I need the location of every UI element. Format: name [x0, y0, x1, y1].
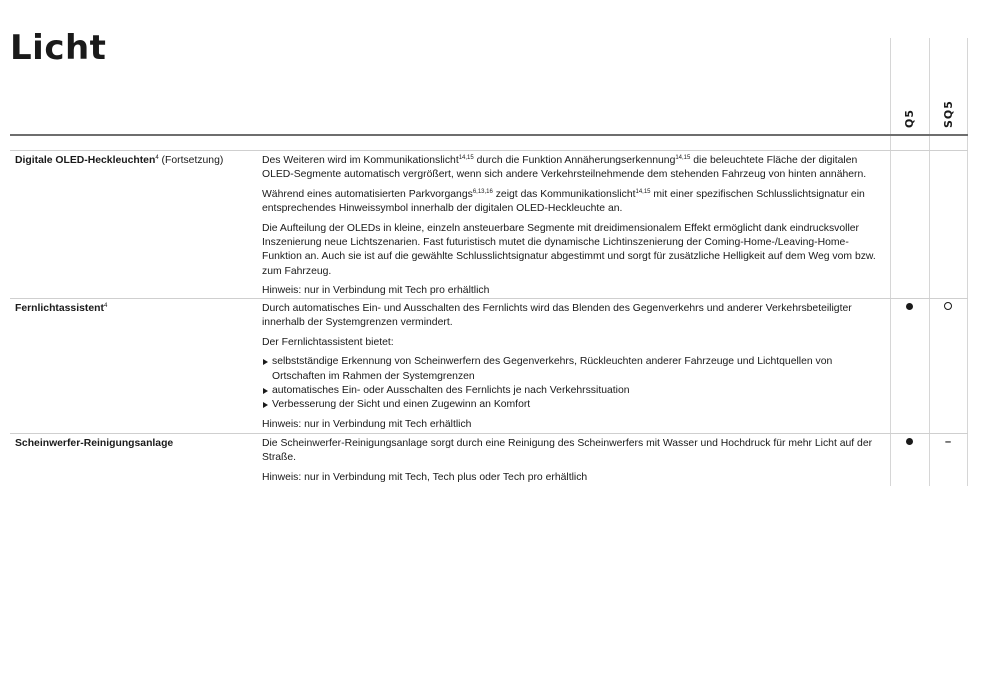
description-paragraph: Während eines automatisierten Parkvorgangs$^{6,13,16}$ zeigt das Kommunikationslicht$^{14,15}$ mit einer spezifischen Schlusslichtsignatur ein entsprechendes Hinweissymbol innerhalb der digitalen OLED-Heckleuchte an.	[262, 188, 865, 215]
feature-cell	[15, 302, 255, 316]
description-cell	[262, 437, 888, 490]
table-row	[10, 434, 968, 487]
list-item: selbstständige Erkennung von Scheinwerfern des Gegenverkehrs, Rückleuchten anderer Fahrzeuge und Lichtquellen von Ortschaften im Rahmen der Systemgrenzen	[262, 355, 888, 384]
table-row	[10, 151, 968, 298]
footnote-ref: 6,13,16	[472, 188, 493, 195]
feature-cell	[15, 437, 255, 451]
description-paragraph: Die Scheinwerfer-Reinigungsanlage sorgt durch eine Reinigung des Scheinwerfers mit Wasser und Hochdruck für mehr Licht auf der Straße.	[262, 438, 873, 464]
availability-note: Hinweis: nur in Verbindung mit Tech erhältlich	[262, 418, 472, 430]
description-paragraph: Der Fernlichtassistent bietet:	[262, 336, 394, 348]
availability-note: Hinweis: nur in Verbindung mit Tech, Tech plus oder Tech pro erhältlich	[262, 471, 588, 483]
list-item: Verbesserung der Sicht und einen Zugewinn an Komfort	[262, 398, 888, 412]
feature-name: Fernlichtassistent	[15, 303, 104, 314]
footnote-ref: 4	[103, 303, 108, 309]
feature-cell	[15, 154, 255, 168]
feature-suffix: (Fortsetzung)	[158, 155, 224, 166]
list-item: automatisches Ein- oder Ausschalten des Fernlichts je nach Verkehrssituation	[262, 384, 888, 398]
footnote-ref: 14,15	[458, 155, 474, 161]
standard-dot-icon	[906, 303, 913, 310]
column-header-sq5: SQ5	[942, 100, 955, 128]
optional-circle-icon	[944, 302, 952, 310]
description-paragraph: Durch automatisches Ein- und Ausschalten des Fernlichts wird das Blenden des Gegenverkehrs und anderer Verkehrsbeteiligter innerhalb der Systemgrenzen vermindert.	[262, 303, 852, 329]
table-row	[10, 299, 968, 433]
page-title: Licht	[10, 28, 107, 68]
description-paragraph: Die Aufteilung der OLEDs in kleine, einzeln ansteuerbare Segmente mit dreidimensionalem Effekt ermöglicht dank eindrucksvoller Inszenierung neue Lichtszenarien. Fast futuristisch mutet die dynamische Lichtinszenierung der Coming-Home-/Leaving-Home-Funktion an. Auch sie ist auf die gewählte Schlusslichtsignatur abgestimmt und sorgt für zusätzliche Helligkeit auf dem Weg vom bzw. zum Fahrzeug.	[262, 222, 876, 277]
sq5-availability: –	[944, 436, 952, 448]
feature-name: Scheinwerfer-Reinigungsanlage	[15, 438, 174, 449]
footnote-ref: 14,15	[635, 188, 651, 195]
q5-availability	[890, 300, 928, 314]
footnote-ref: 14,15	[675, 155, 691, 161]
column-header-q5: Q5	[903, 108, 916, 128]
description-paragraph: Des Weiteren wird im Kommunikationslicht$^{14,15}$ durch die Funktion Annäherungserkennung$^{14,15}$ die beleuchtete Fläche der digitalen OLED-Segmente automatisch vergrößert, wenn sich andere Verkehrsteilnehmende dem stehenden Fahrzeug von hinten annähern.	[262, 155, 867, 181]
description-cell	[262, 154, 888, 304]
feature-list	[262, 355, 888, 413]
description-cell	[262, 302, 888, 437]
header-rule	[10, 134, 968, 136]
sq5-availability	[929, 300, 967, 314]
standard-dot-icon	[906, 438, 913, 445]
feature-name: Digitale OLED-Heckleuchten	[15, 155, 156, 166]
footnote-ref: 4	[155, 155, 159, 161]
q5-availability	[890, 435, 928, 449]
availability-note: Hinweis: nur in Verbindung mit Tech pro erhältlich	[262, 285, 490, 297]
